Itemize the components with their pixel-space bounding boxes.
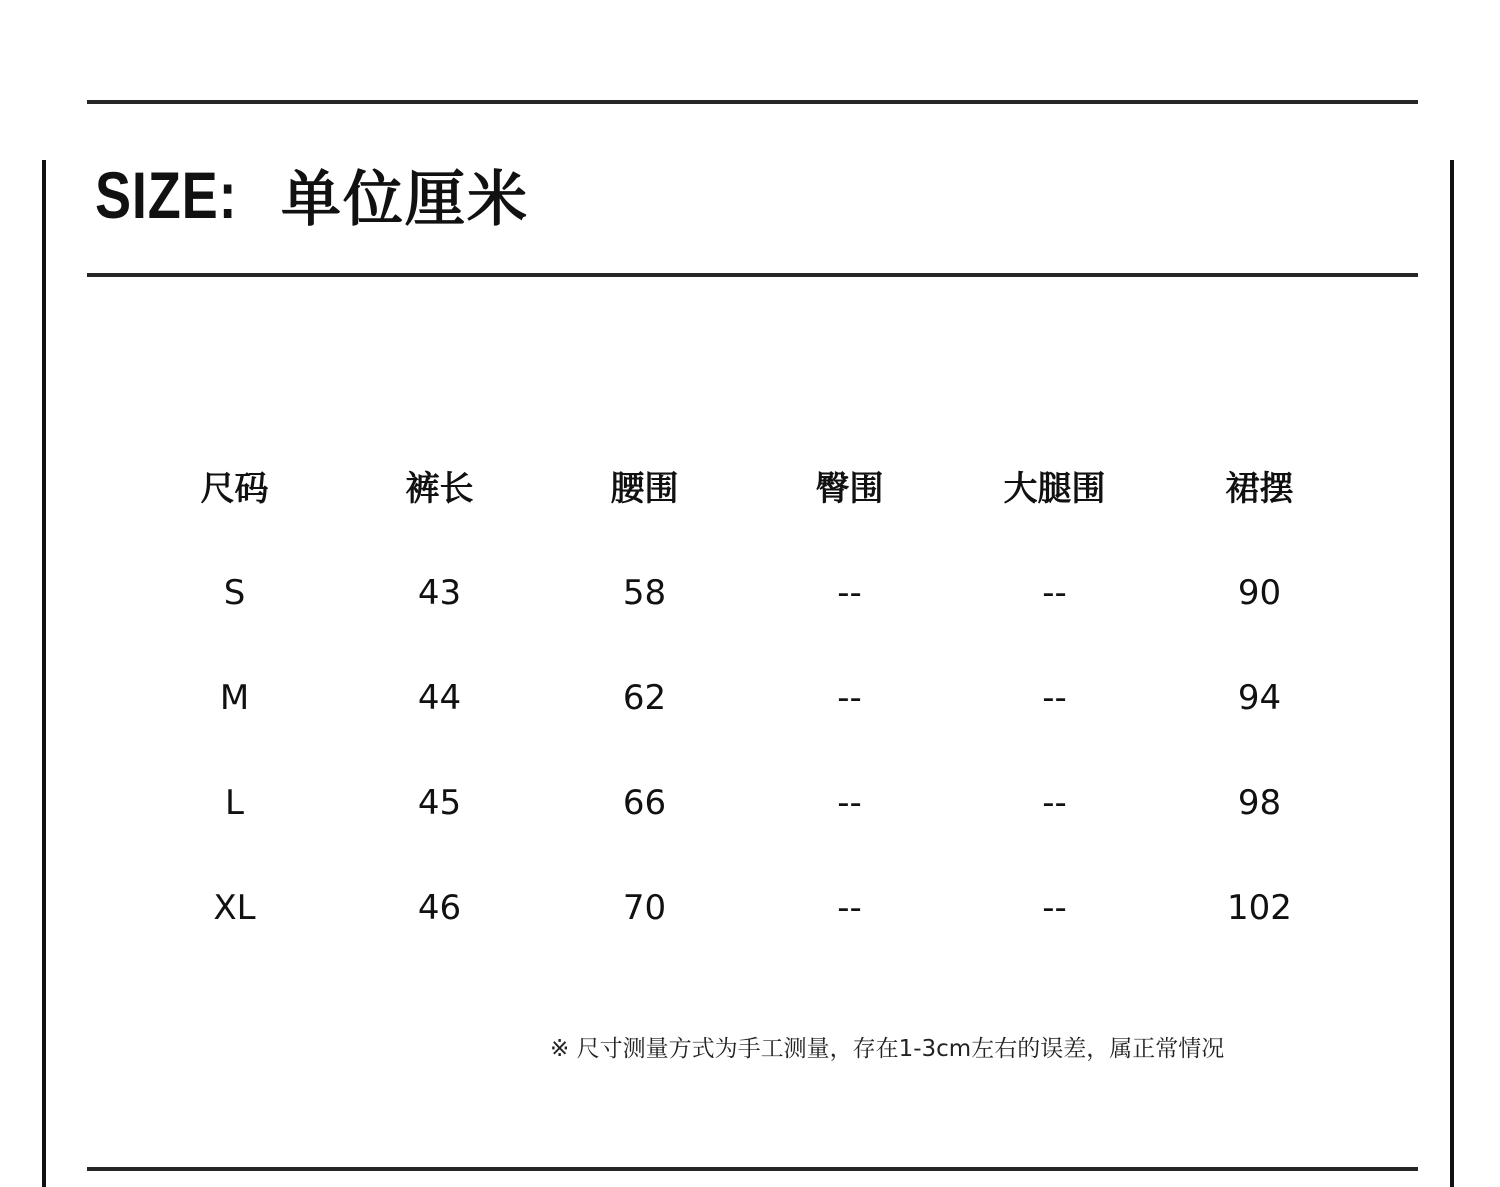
table-cell: -- (837, 572, 862, 613)
table-cell: -- (837, 782, 862, 823)
table-header-row (132, 430, 1362, 540)
table-cell: 90 (1237, 572, 1282, 613)
table-cell: 62 (622, 677, 667, 718)
header-size: 尺码 (200, 468, 269, 509)
table-cell: -- (837, 677, 862, 718)
table-cell: 102 (1227, 887, 1292, 928)
table-cell: 66 (622, 782, 667, 823)
measurement-note: ※ 尺寸测量方式为手工测量，存在1-3cm左右的误差，属正常情况 (550, 1036, 1225, 1062)
table-cell: M (219, 677, 250, 718)
table-row (132, 750, 1362, 855)
table-cell: 45 (417, 782, 462, 823)
table-row (132, 540, 1362, 645)
table-cell: -- (837, 887, 862, 928)
table-cell: -- (1042, 782, 1067, 823)
table-cell: L (225, 782, 244, 823)
title-divider (87, 273, 1418, 277)
header-thigh: 大腿围 (1003, 468, 1106, 509)
table-cell: 46 (417, 887, 462, 928)
table-cell: -- (1042, 677, 1067, 718)
table-cell: -- (1042, 572, 1067, 613)
table-cell: -- (1042, 887, 1067, 928)
table-cell: 70 (622, 887, 667, 928)
top-divider (87, 100, 1418, 104)
table-cell: S (223, 572, 246, 613)
size-title-label: SIZE: (95, 158, 238, 232)
size-title-unit: 单位厘米 (281, 165, 529, 235)
table-cell: 98 (1237, 782, 1282, 823)
left-border (42, 160, 46, 1187)
bottom-divider (87, 1167, 1418, 1171)
table-cell: 44 (417, 677, 462, 718)
table-cell: XL (213, 887, 256, 928)
header-hip: 臀围 (815, 468, 884, 509)
right-border (1450, 160, 1454, 1187)
table-cell: 58 (622, 572, 667, 613)
header-waist: 腰围 (610, 468, 679, 509)
table-row (132, 855, 1362, 960)
table-row (132, 645, 1362, 750)
table-cell: 94 (1237, 677, 1282, 718)
table-cell: 43 (417, 572, 462, 613)
size-title (95, 150, 529, 240)
size-chart-table (132, 430, 1362, 960)
header-hem: 裙摆 (1225, 468, 1294, 509)
header-length: 裤长 (405, 468, 474, 509)
